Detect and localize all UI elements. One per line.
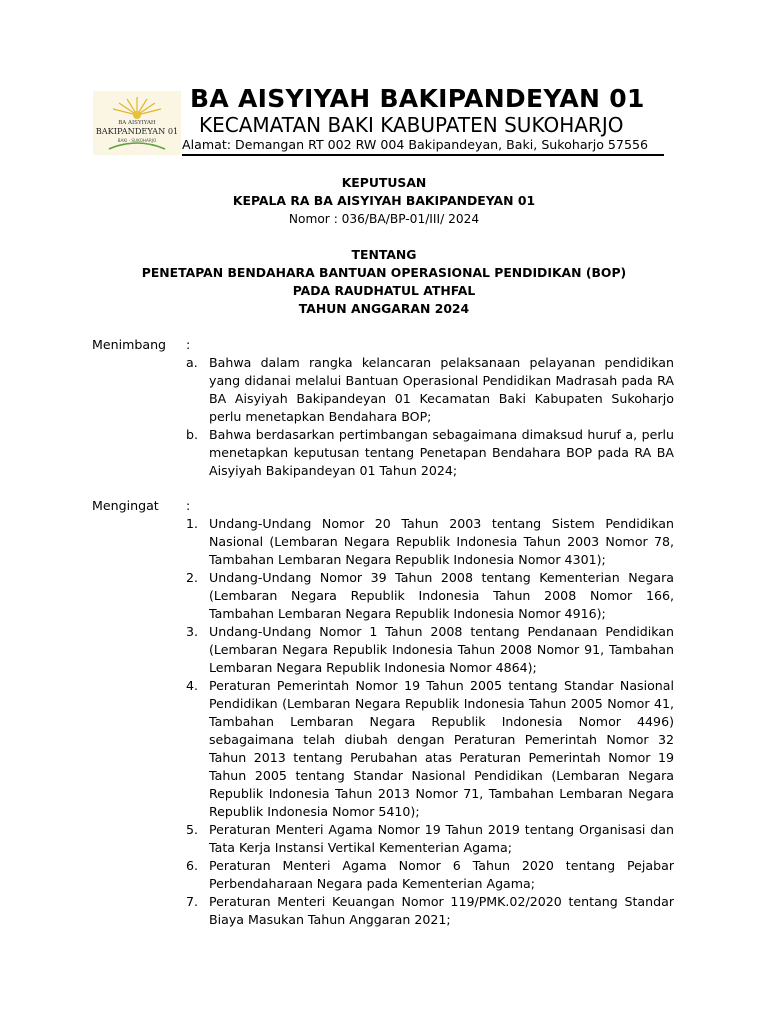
letterhead-divider (182, 154, 664, 156)
school-logo (93, 91, 181, 155)
list-item-text: Undang-Undang Nomor 20 Tahun 2003 tentang Sistem Pendidikan Nasional (Lembaran Negara Republik Indonesia Tahun 2003 Nomor 78, Tambahan Lembaran Negara Republik Indonesia Nomor 4301); (209, 516, 674, 567)
subject-line-1: PENETAPAN BENDAHARA BANTUAN OPERASIONAL PENDIDIKAN (BOP) (141, 265, 627, 280)
mengingat-list (186, 515, 674, 929)
list-item (186, 354, 674, 426)
list-item-text: Peraturan Menteri Keuangan Nomor 119/PMK.02/2020 tentang Standar Biaya Masukan Tahun Anggaran 2021; (209, 894, 674, 927)
list-marker: b. (186, 427, 198, 442)
svg-text:BAKIPANDEYAN 01: BAKIPANDEYAN 01 (95, 126, 179, 136)
sun-emblem-icon (93, 91, 181, 155)
decision-issuer: KEPALA RA BA AISYIYAH BAKIPANDEYAN 01 (232, 193, 536, 208)
list-item-text: Bahwa berdasarkan pertimbangan sebagaimana dimaksud huruf a, perlu menetapkan keputusan tentang Penetapan Bendahara BOP pada RA BA Aisyiyah Bakipandeyan 01 Tahun 2024; (209, 427, 674, 478)
list-item-text: Peraturan Pemerintah Nomor 19 Tahun 2005 tentang Standar Nasional Pendidikan (Lembaran Negara Republik Indonesia Tahun 2005 Nomor 41, Tambahan Lembaran Negara Republik Indonesia Nomor 4496) sebagaimana telah diubah dengan Peraturan Pemerintah Nomor 32 Tahun 2013 tentang Perubahan atas Peraturan Pemerintah Nomor 19 Tahun 2005 tentang Standar Nasional Pendidikan (Lembaran Negara Republik Indonesia Tahun 2013 Nomor 71, Tambahan Lembaran Negara Republik Indonesia Nomor 5410); (209, 678, 674, 819)
subject-heading: TENTANG (351, 247, 417, 262)
list-item (186, 569, 674, 623)
list-item-text: Undang-Undang Nomor 39 Tahun 2008 tentang Kementerian Negara (Lembaran Negara Republik Indonesia Tahun 2008 Nomor 166, Tambahan Lembaran Negara Republik Indonesia Nomor 4916); (209, 570, 674, 621)
menimbang-label: Menimbang (92, 337, 167, 352)
subject-line-3: TAHUN ANGGARAN 2024 (298, 301, 470, 316)
organization-address: Alamat: Demangan RT 002 RW 004 Bakipandeyan, Baki, Sukoharjo 57556 (182, 137, 648, 152)
menimbang-list (186, 354, 674, 480)
decision-heading-block (84, 174, 684, 228)
list-item (186, 857, 674, 893)
list-item (186, 426, 674, 480)
subject-heading-block (84, 246, 684, 318)
list-marker: 1. (186, 516, 199, 531)
mengingat-colon: : (186, 498, 191, 513)
list-marker: a. (186, 355, 198, 370)
decision-heading: KEPUTUSAN (341, 175, 427, 190)
list-marker: 2. (186, 570, 199, 585)
list-marker: 5. (186, 822, 199, 837)
decision-number: Nomor : 036/BA/BP-01/III/ 2024 (288, 212, 480, 226)
list-marker: 4. (186, 678, 199, 693)
svg-text:BAKI · SUKOHARJO: BAKI · SUKOHARJO (117, 138, 157, 143)
list-item-text: Peraturan Menteri Agama Nomor 6 Tahun 2020 tentang Pejabar Perbendaharaan Negara pada Kementerian Agama; (209, 858, 674, 891)
organization-name: BA AISYIYAH BAKIPANDEYAN 01 (190, 84, 645, 113)
list-item-text: Peraturan Menteri Agama Nomor 19 Tahun 2019 tentang Organisasi dan Tata Kerja Instansi Vertikal Kementerian Agama; (209, 822, 674, 855)
list-marker: 6. (186, 858, 199, 873)
mengingat-label: Mengingat (92, 498, 159, 513)
svg-text:BA AISYIYAH: BA AISYIYAH (118, 120, 156, 126)
list-item (186, 821, 674, 857)
subject-line-2: PADA RAUDHATUL ATHFAL (292, 283, 476, 298)
menimbang-colon: : (186, 337, 191, 352)
list-item (186, 623, 674, 677)
list-marker: 7. (186, 894, 199, 909)
list-marker: 3. (186, 624, 199, 639)
list-item-text: Bahwa dalam rangka kelancaran pelaksanaan pelayanan pendidikan yang didanai melalui Bantuan Operasional Pendidikan Madrasah pada RA BA Aisyiyah Bakipandeyan 01 Kecamatan Baki Kabupaten Sukoharjo perlu menetapkan Bendahara BOP; (209, 355, 674, 424)
list-item (186, 677, 674, 821)
list-item (186, 893, 674, 929)
list-item-text: Undang-Undang Nomor 1 Tahun 2008 tentang Pendanaan Pendidikan (Lembaran Negara Republik Indonesia Tahun 2008 Nomor 91, Tambahan Lembaran Negara Republik Indonesia Nomor 4864); (209, 624, 674, 675)
list-item (186, 515, 674, 569)
organization-district: KECAMATAN BAKI KABUPATEN SUKOHARJO (199, 113, 624, 137)
